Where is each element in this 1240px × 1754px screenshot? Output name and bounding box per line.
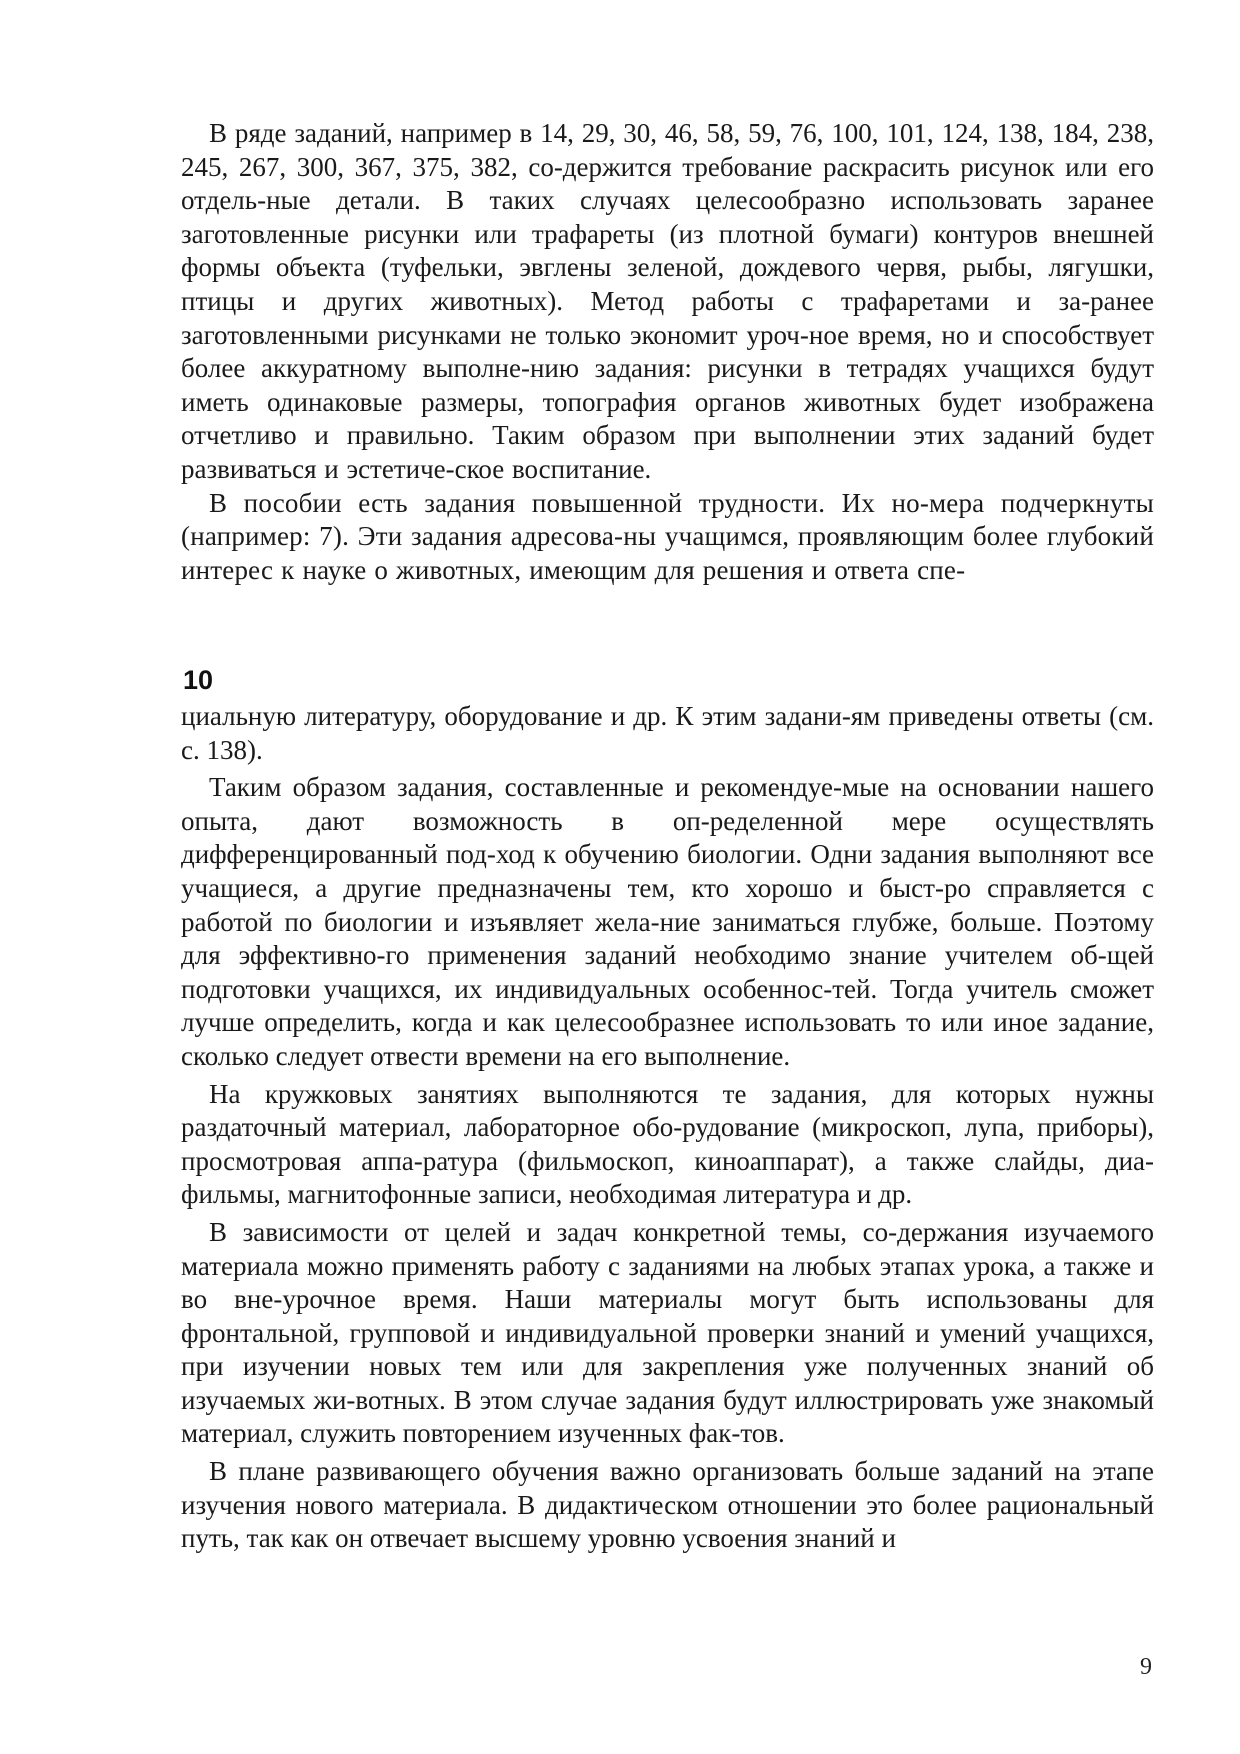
paragraph-club-activities: На кружковых занятиях выполняются те задания, для которых нужны раздаточный материал, лабораторное обо-рудование (микроскоп, лупа, приборы), просмотровая аппа-ратура (фильмоскоп, киноаппарат), а также слайды, диа-фильмы, магнитофонные записи, необходимая литература и др. [181,1078,1154,1210]
inner-page-marker: 10 [183,665,214,695]
text-block-top [181,117,1154,587]
page-number: 9 [1140,1654,1152,1680]
paragraph-differentiated-approach: Таким образом задания, составленные и рекомендуе-мые на основании нашего опыта, дают возможность в оп-ределенной мере осуществлять дифференцированный под-ход к обучению биологии. Одни задания выполняют все учащиеся, а другие предназначены тем, кто хорошо и быст-ро справляется с работой по биологии и изъявляет жела-ние заниматься глубже, больше. Поэтому для эффективно-го применения заданий необходимо знание учителем об-щей подготовки учащихся, их индивидуальных особеннос-тей. Тогда учитель сможет лучше определить, когда и как целесообразнее использовать то или иное задание, сколько следует отвести времени на его выполнение. [181,772,1154,1071]
paragraph-coloring-tasks: В ряде заданий, например в 14, 29, 30, 46, 58, 59, 76, 100, 101, 124, 138, 184, 238, 245, 267, 300, 367, 375, 382, со-держится требование раскрасить рисунок или его отдель-ные детали. В таких случаях целесообразно использовать заранее заготовленные рисунки или трафареты (из плотной бумаги) контуров внешней формы объекта (туфельки, эвглены зеленой, дождевого червя, рыбы, лягушки, птицы и других животных). Метод работы с трафаретами и за-ранее заготовленными рисунками не только экономит уроч-ное время, но и способствует более аккуратному выполне-нию задания: рисунки в тетрадях учащихся будут иметь одинаковые размеры, топография органов животных будет изображена отчетливо и правильно. Таким образом при выполнении этих заданий будет развиваться и эстетиче-ское воспитание. [181,118,1154,484]
paragraph-lesson-stages: В зависимости от целей и задач конкретной темы, со-держания изучаемого материала можно применять работу с заданиями на любых этапах урока, а также и во вне-урочное время. Наши материалы могут быть использованы для фронтальной, групповой и индивидуальной проверки знаний и умений учащихся, при изучении новых тем или для закрепления уже полученных знаний об изучаемых жи-вотных. В этом случае задания будут иллюстрировать уже знакомый материал, служить повторением изученных фак-тов. [181,1216,1154,1449]
paragraph-continuation: циальную литературу, оборудование и др. К этим задани-ям приведены ответы (см. с. 138). [181,701,1154,765]
text-block-bottom [181,700,1154,1556]
paragraph-advanced-tasks: В пособии есть задания повышенной трудности. Их но-мера подчеркнуты (например: 7). Эти задания адресова-ны учащимся, проявляющим более глубокий интерес к науке о животных, имеющим для решения и ответа спе- [181,487,1154,585]
paragraph-developmental-learning: В плане развивающего обучения важно организовать больше заданий на этапе изучения нового материала. В дидактическом отношении это более рациональный путь, так как он отвечает высшему уровню усвоения знаний и [181,1456,1154,1554]
